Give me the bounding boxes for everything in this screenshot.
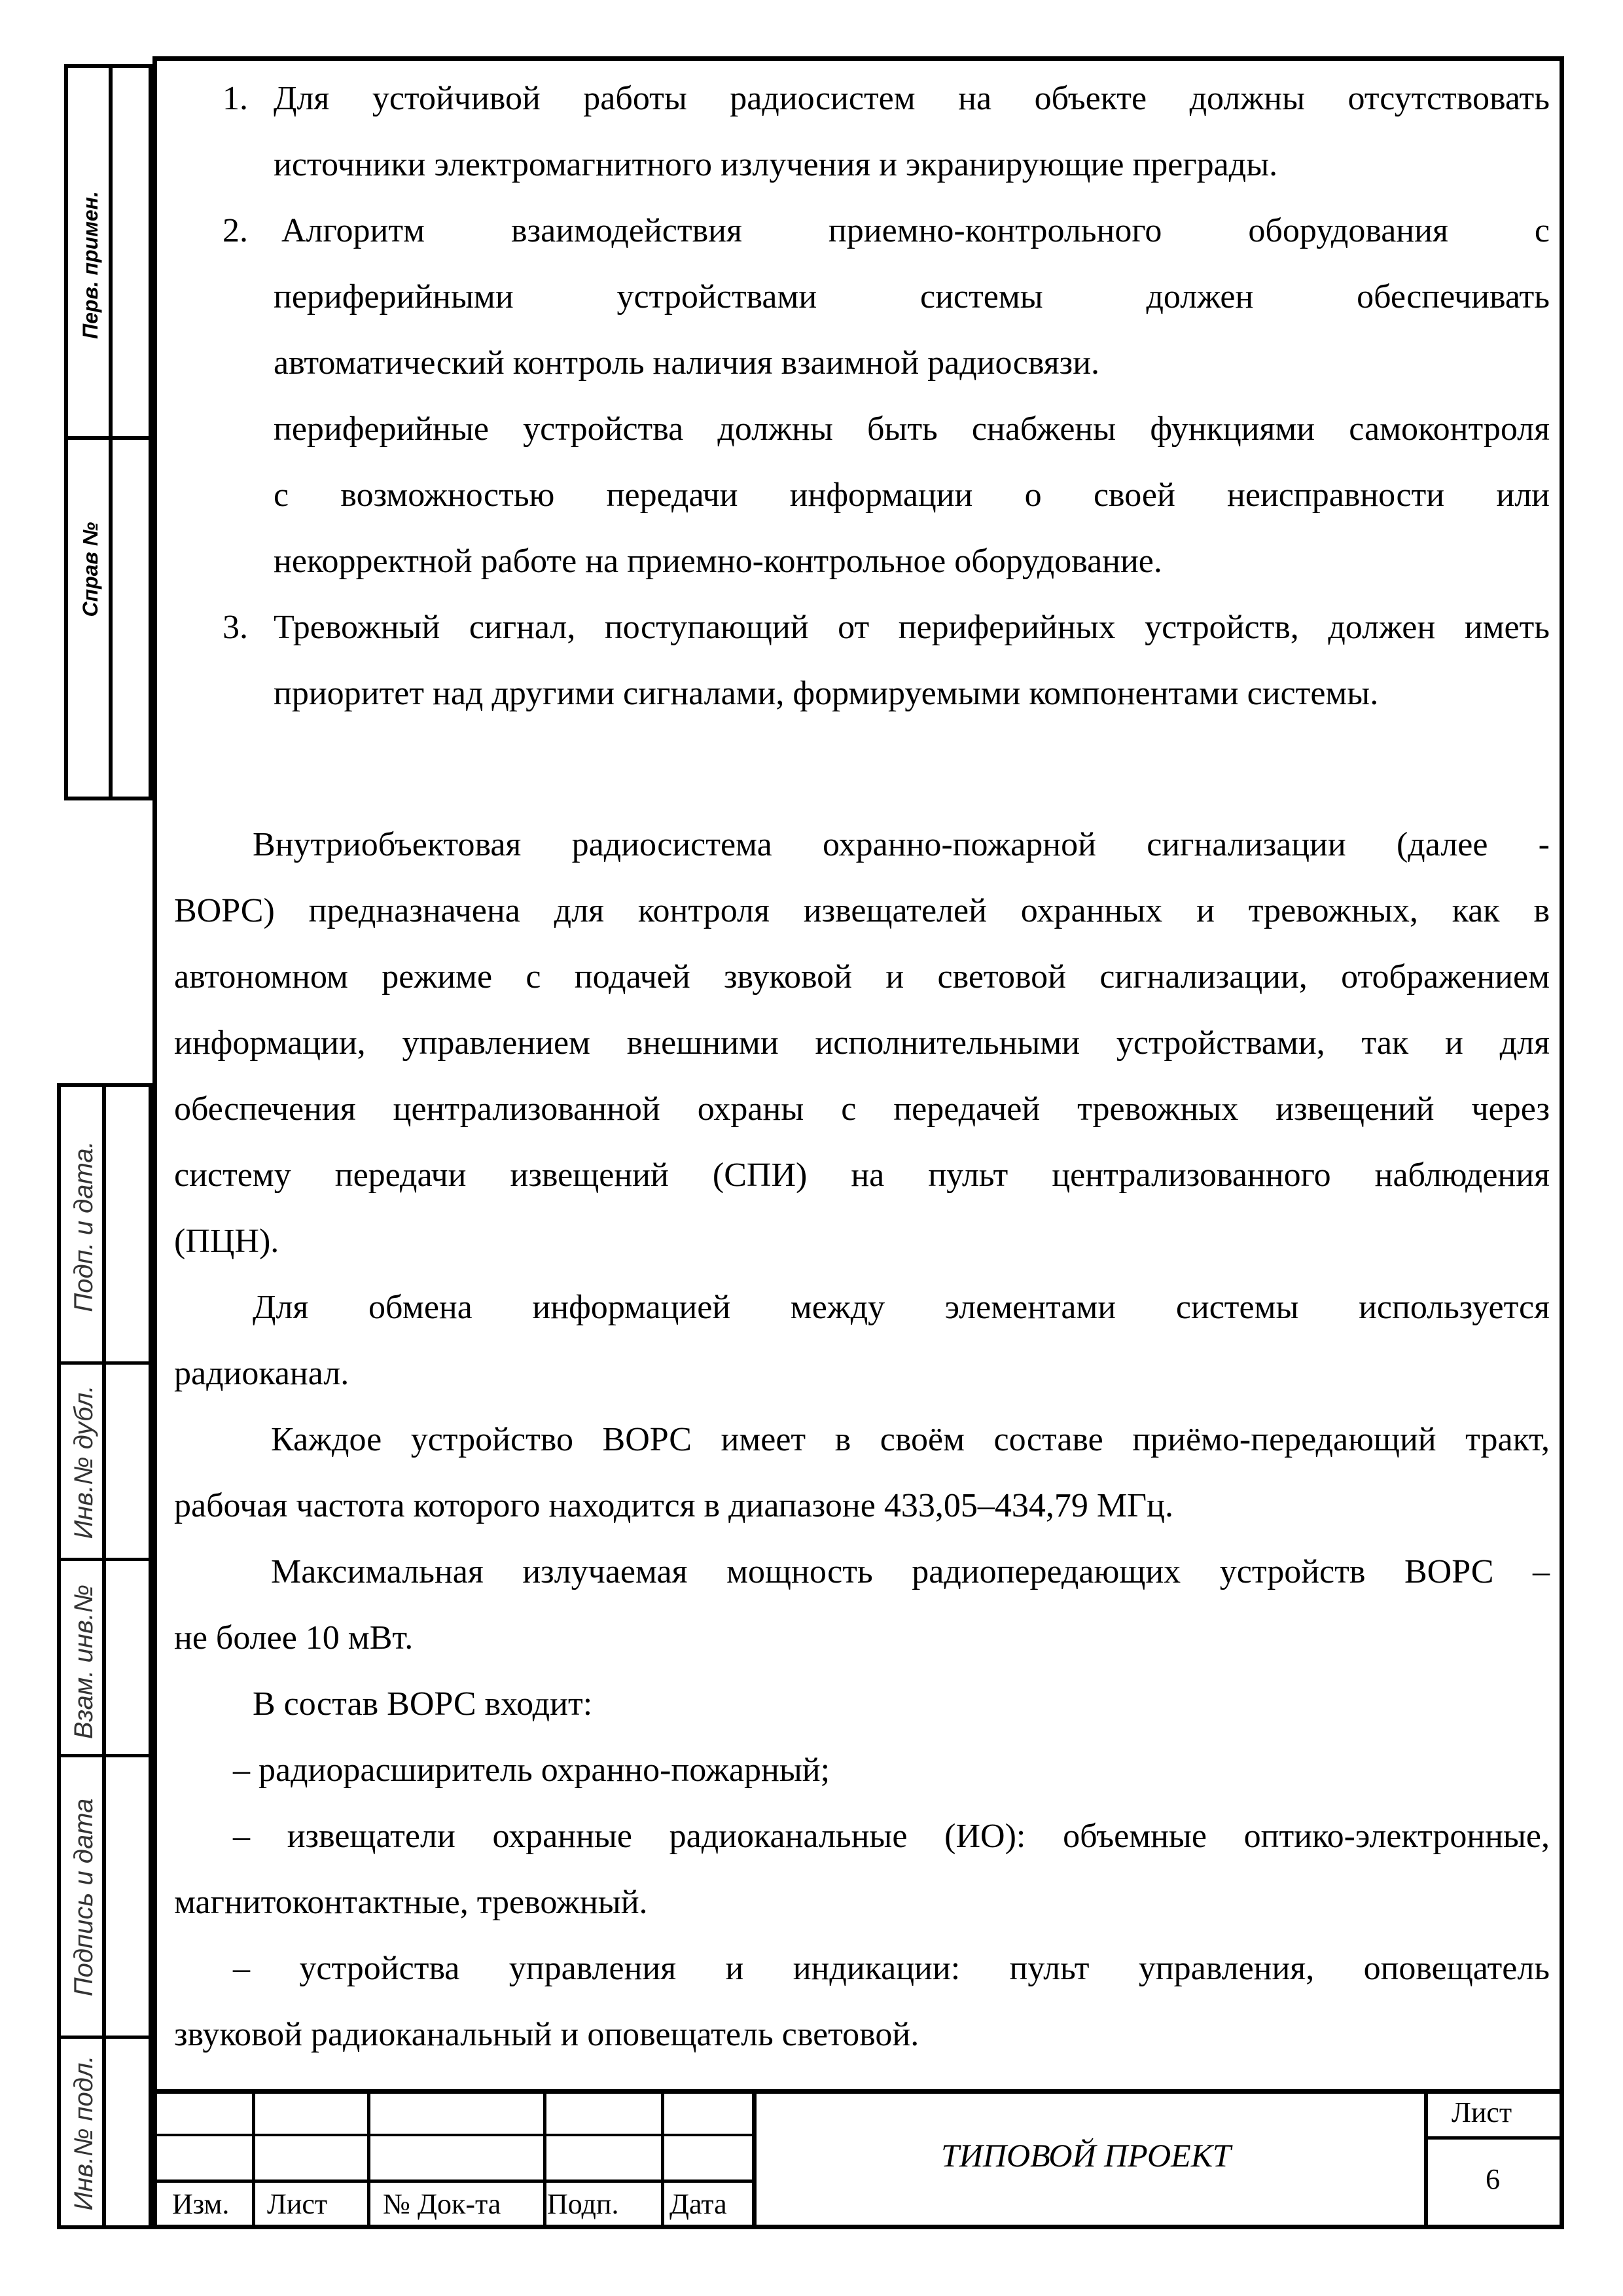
sheet-number: 6: [1486, 2163, 1500, 2195]
body-line: приоритет над другими сигналами, формируемыми компонентами системы.: [274, 675, 1379, 712]
body-line: Алгоритм взаимодействия приемно-контрольного оборудования с: [281, 212, 1550, 249]
grid-vline: [543, 2089, 546, 2229]
bullet-item: – устройства управления и индикации: пульт управления, оповещатель: [233, 1950, 1550, 1987]
list-number: 3.: [223, 609, 248, 646]
grid-vline: [1424, 2089, 1428, 2229]
body-line: источники электромагнитного излучения и экранирующие преграды.: [274, 146, 1278, 183]
body-line: ВОРС) предназначена для контроля извещателей охранных и тревожных, как в: [174, 892, 1550, 929]
grid-vline: [367, 2089, 370, 2229]
grid-hline: [152, 2134, 755, 2136]
list-number: 2.: [223, 212, 248, 249]
col-list-label: Лист: [267, 2188, 328, 2220]
bullet-item: – извещатели охранные радиоканальные (ИО): объемные оптико-электронные,: [233, 1818, 1550, 1855]
sprav-no-label: Справ №: [79, 522, 102, 617]
bullet-item: магнитоконтактные, тревожный.: [174, 1884, 648, 1921]
grid-vline: [661, 2089, 664, 2229]
lower-stamp-divider: [102, 1083, 106, 2229]
body-line: Каждое устройство ВОРС имеет в своём составе приёмо-передающий тракт,: [271, 1421, 1550, 1458]
bullet-item: – радиорасширитель охранно-пожарный;: [233, 1751, 830, 1789]
body-line: рабочая частота которого находится в диапазоне 433,05–434,79 МГц.: [174, 1487, 1173, 1524]
perv-primen-label: Перв. примен.: [79, 191, 102, 339]
grid-vline: [752, 2089, 757, 2229]
body-line: Для устойчивой работы радиосистем на объекте должны отсутствовать: [274, 80, 1550, 117]
body-line: В состав ВОРС входит:: [253, 1685, 593, 1723]
body-line: систему передачи извещений (СПИ) на пульт централизованного наблюдения: [174, 1157, 1550, 1194]
list-number: 1.: [223, 80, 248, 117]
body-line: Внутриобъектовая радиосистема охранно-пожарной сигнализации (далее -: [253, 826, 1550, 863]
grid-vline: [252, 2089, 255, 2229]
title-block-top-border: [152, 2089, 1564, 2094]
inv-podl-label: Инв.№ подл.: [69, 2055, 98, 2211]
body-line: с возможностью передачи информации о своей неисправности или: [274, 476, 1550, 514]
grid-hline: [152, 2179, 755, 2183]
sheet-label: Лист: [1452, 2096, 1512, 2128]
body-line: радиоканал.: [174, 1355, 349, 1392]
body-line: периферийные устройства должны быть снабжены функциями самоконтроля: [274, 410, 1550, 448]
body-line: периферийными устройствами системы должен обеспечивать: [274, 278, 1550, 315]
upper-stamp-divider: [109, 64, 113, 800]
body-line: некорректной работе на приемно-контрольное оборудование.: [274, 543, 1162, 580]
vzam-inv-label: Взам. инв.№: [69, 1584, 98, 1740]
body-line: Для обмена информацией между элементами системы используется: [253, 1289, 1550, 1326]
body-line: Тревожный сигнал, поступающий от периферийных устройств, должен иметь: [274, 609, 1550, 646]
body-line: (ПЦН).: [174, 1223, 279, 1260]
col-izm-label: Изм.: [172, 2188, 230, 2220]
col-podp-label: Подп.: [547, 2188, 619, 2220]
podpis-i-data-label: Подпись и дата: [69, 1798, 98, 1997]
col-data-label: Дата: [669, 2188, 727, 2220]
body-line: не более 10 мВт.: [174, 1619, 414, 1657]
project-title: ТИПОВОЙ ПРОЕКТ: [941, 2137, 1231, 2174]
upper-stamp-row-divider: [64, 436, 152, 440]
body-line: автоматический контроль наличия взаимной радиосвязи.: [274, 344, 1100, 382]
podp-i-data-label: Подп. и дата.: [69, 1141, 98, 1312]
inv-dubl-label: Инв.№ дубл.: [69, 1385, 98, 1539]
body-line: обеспечения централизованной охраны с передачей тревожных извещений через: [174, 1090, 1550, 1128]
col-dok-label: № Док-та: [383, 2188, 501, 2220]
bullet-item: звуковой радиоканальный и оповещатель световой.: [174, 2016, 919, 2053]
body-line: информации, управлением внешними исполнительными устройствами, так и для: [174, 1024, 1550, 1062]
title-block: [152, 2089, 1564, 2229]
body-line: Максимальная излучаемая мощность радиопередающих устройств ВОРС –: [271, 1553, 1550, 1590]
body-line: автономном режиме с подачей звуковой и световой сигнализации, отображением: [174, 958, 1550, 996]
grid-hline: [1424, 2136, 1564, 2140]
